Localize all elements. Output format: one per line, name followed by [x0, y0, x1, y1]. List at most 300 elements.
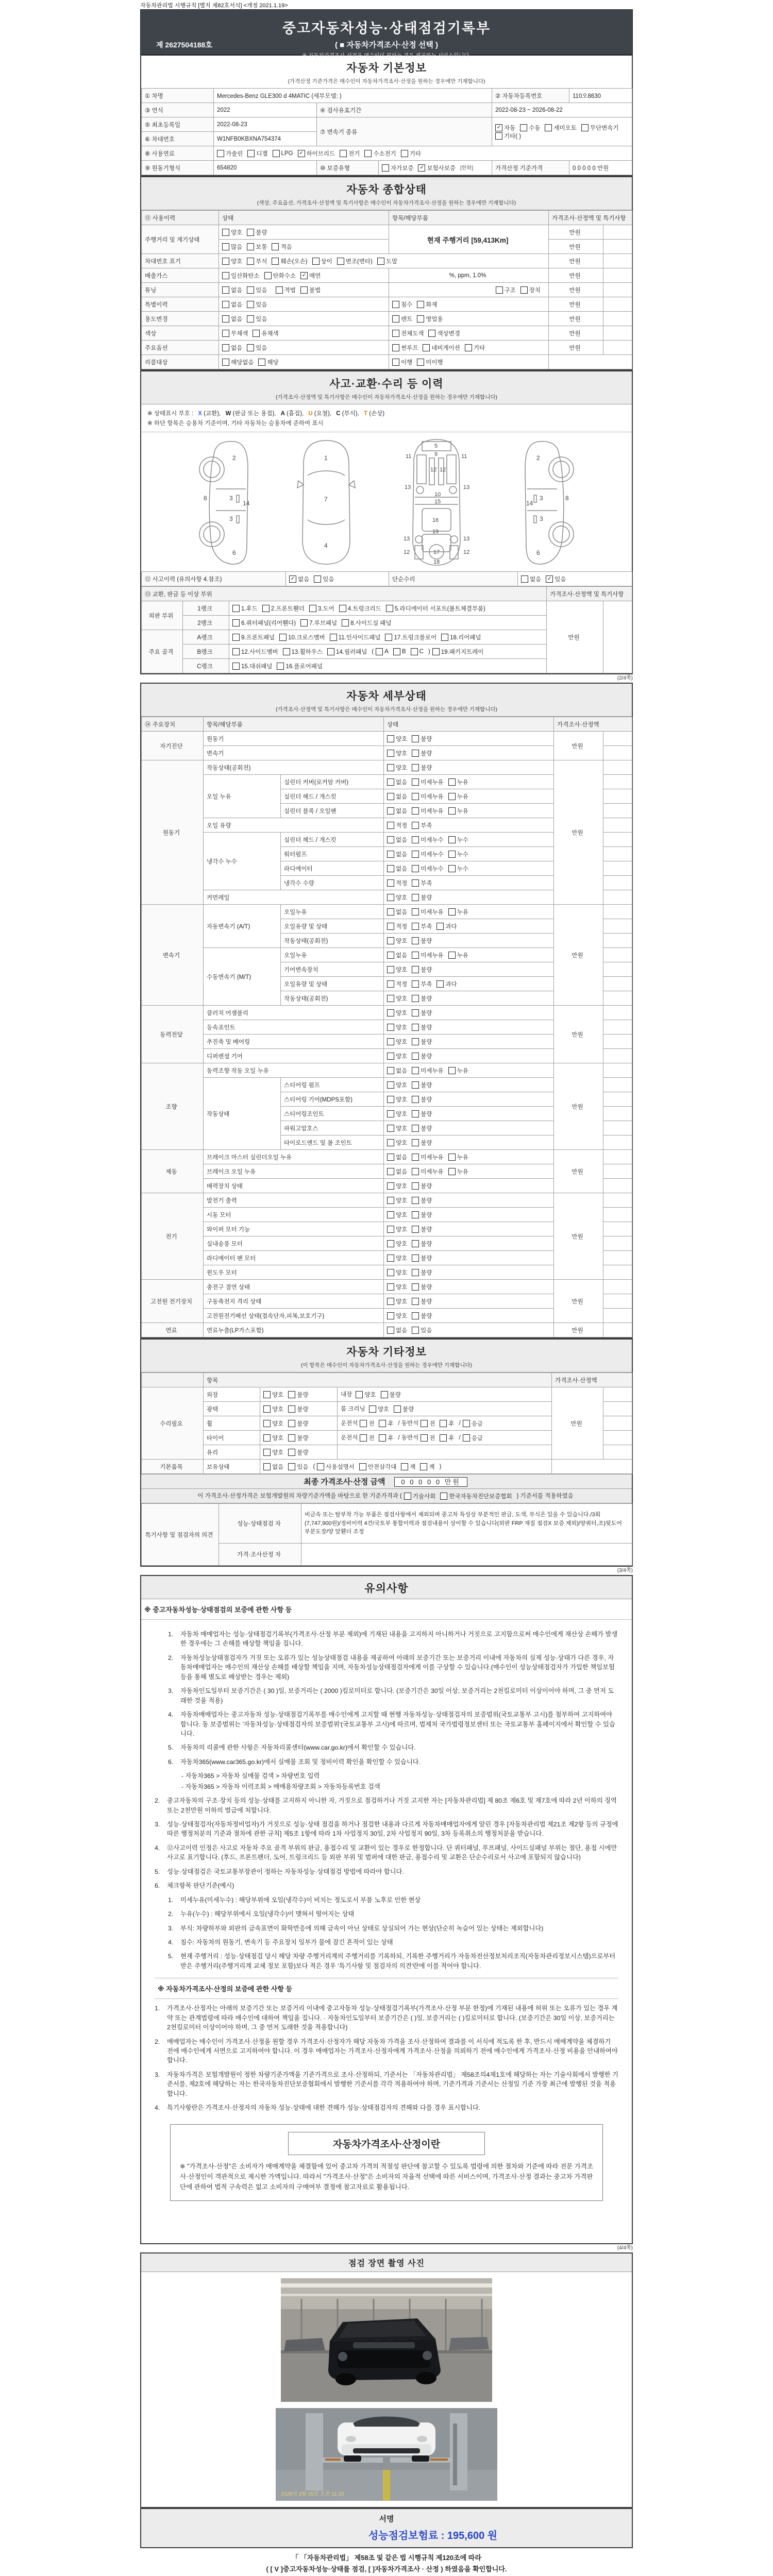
- checkbox-icon[interactable]: [340, 150, 347, 157]
- checkbox-option[interactable]: [379, 1419, 393, 1428]
- checkbox-icon[interactable]: [412, 1182, 419, 1190]
- checkbox-option[interactable]: [436, 922, 457, 930]
- checkbox-icon[interactable]: [520, 124, 527, 131]
- checkbox-option[interactable]: [387, 1124, 407, 1132]
- checkbox-icon[interactable]: [392, 301, 399, 308]
- checkbox-option[interactable]: [412, 1240, 432, 1248]
- checkbox-option[interactable]: [300, 286, 321, 294]
- checkbox-option[interactable]: [404, 1492, 435, 1500]
- checkbox-option[interactable]: [412, 1297, 432, 1306]
- checkbox-icon[interactable]: [312, 258, 320, 265]
- checkbox-option[interactable]: [448, 850, 468, 858]
- checkbox-option[interactable]: [387, 980, 407, 988]
- checkbox-icon[interactable]: [387, 894, 394, 901]
- checkbox-icon[interactable]: [412, 865, 419, 872]
- checkbox-icon[interactable]: [337, 258, 344, 265]
- checkbox-option[interactable]: [581, 124, 619, 132]
- checkbox-icon[interactable]: [412, 1168, 419, 1175]
- checkbox-option[interactable]: [222, 286, 242, 294]
- checkbox-option[interactable]: [392, 358, 412, 366]
- checkbox-option[interactable]: [387, 749, 407, 757]
- checkbox-icon[interactable]: [317, 1463, 324, 1470]
- checkbox-icon[interactable]: [222, 315, 229, 323]
- checkbox-option[interactable]: [247, 315, 267, 323]
- checkbox-option[interactable]: [247, 300, 267, 309]
- checkbox-icon[interactable]: [222, 272, 229, 279]
- checkbox-icon[interactable]: [387, 851, 394, 858]
- checkbox-icon[interactable]: [387, 1024, 394, 1031]
- checkbox-option[interactable]: [277, 662, 323, 670]
- checkbox-option[interactable]: [387, 922, 407, 930]
- checkbox-icon[interactable]: [277, 663, 284, 670]
- checkbox-option[interactable]: [495, 132, 521, 140]
- checkbox-option[interactable]: [412, 1254, 432, 1262]
- checkbox-icon[interactable]: [421, 1420, 428, 1427]
- checkbox-icon[interactable]: [387, 793, 394, 800]
- checkbox-option[interactable]: [412, 1081, 432, 1089]
- checkbox-option[interactable]: [387, 1211, 407, 1219]
- checkbox-option[interactable]: [222, 243, 242, 251]
- checkbox-option[interactable]: [232, 648, 278, 656]
- checkbox-option[interactable]: [392, 344, 418, 352]
- checkbox-option[interactable]: [263, 1419, 283, 1428]
- checkbox-icon[interactable]: [412, 1096, 419, 1103]
- checkbox-icon[interactable]: [314, 575, 321, 583]
- checkbox-option[interactable]: [420, 1463, 434, 1471]
- checkbox-option[interactable]: [247, 228, 267, 236]
- checkbox-icon[interactable]: [412, 1298, 419, 1305]
- checkbox-option[interactable]: [387, 908, 407, 916]
- checkbox-icon[interactable]: [387, 1226, 394, 1233]
- checkbox-option[interactable]: [387, 1153, 407, 1161]
- checkbox-option[interactable]: [417, 300, 437, 309]
- checkbox-icon[interactable]: [412, 1283, 419, 1291]
- checkbox-option[interactable]: [441, 633, 481, 641]
- checkbox-option[interactable]: [448, 792, 468, 801]
- checkbox-option[interactable]: [412, 1009, 432, 1017]
- checkbox-option[interactable]: [381, 1391, 401, 1399]
- checkbox-icon[interactable]: [369, 1405, 376, 1413]
- checkbox-icon[interactable]: [412, 1211, 419, 1218]
- checkbox-icon[interactable]: [376, 648, 383, 655]
- checkbox-option[interactable]: [387, 1081, 407, 1089]
- checkbox-option[interactable]: [423, 344, 460, 352]
- checkbox-icon[interactable]: [412, 851, 419, 858]
- checkbox-icon[interactable]: [288, 1434, 295, 1442]
- checkbox-option[interactable]: [412, 951, 443, 959]
- checkbox-icon[interactable]: [448, 908, 456, 916]
- checkbox-icon[interactable]: [448, 836, 456, 843]
- checkbox-option[interactable]: [412, 778, 443, 786]
- checkbox-option[interactable]: [386, 604, 485, 613]
- checkbox-icon[interactable]: [387, 1312, 394, 1319]
- checkbox-option[interactable]: [253, 329, 278, 337]
- checkbox-icon[interactable]: [387, 1269, 394, 1276]
- checkbox-icon[interactable]: [421, 1434, 428, 1442]
- checkbox-icon[interactable]: [387, 952, 394, 959]
- checkbox-icon[interactable]: [232, 619, 240, 626]
- checkbox-option[interactable]: [412, 994, 432, 1003]
- checkbox-option[interactable]: [412, 1139, 432, 1147]
- checkbox-option[interactable]: [263, 1434, 283, 1442]
- checkbox-option[interactable]: [392, 329, 424, 337]
- checkbox-icon[interactable]: [359, 1463, 366, 1470]
- checkbox-icon[interactable]: [263, 1405, 271, 1413]
- checkbox-option[interactable]: [412, 1052, 432, 1060]
- checkbox-option[interactable]: [418, 164, 456, 172]
- checkbox-icon[interactable]: [385, 634, 392, 641]
- checkbox-option[interactable]: [412, 1225, 432, 1233]
- checkbox-option[interactable]: [232, 619, 296, 627]
- checkbox-icon[interactable]: [387, 1255, 394, 1262]
- checkbox-option[interactable]: [222, 257, 242, 265]
- checkbox-option[interactable]: [247, 286, 267, 294]
- checkbox-icon[interactable]: [448, 793, 456, 800]
- checkbox-icon[interactable]: [393, 648, 400, 655]
- checkbox-icon[interactable]: [412, 1226, 419, 1233]
- checkbox-option[interactable]: [276, 286, 296, 294]
- checkbox-option[interactable]: [273, 150, 293, 157]
- checkbox-icon[interactable]: [412, 750, 419, 757]
- checkbox-option[interactable]: [417, 315, 443, 323]
- checkbox-icon[interactable]: [382, 164, 389, 172]
- checkbox-icon[interactable]: [222, 359, 229, 366]
- checkbox-option[interactable]: [401, 149, 421, 158]
- checkbox-icon[interactable]: [222, 286, 229, 294]
- checkbox-option[interactable]: [463, 1434, 483, 1442]
- checkbox-icon[interactable]: [392, 315, 399, 323]
- checkbox-icon[interactable]: [436, 980, 444, 988]
- checkbox-option[interactable]: [387, 1110, 407, 1118]
- checkbox-icon[interactable]: [300, 619, 308, 626]
- checkbox-option[interactable]: [217, 149, 243, 158]
- checkbox-icon[interactable]: [387, 1110, 394, 1117]
- checkbox-option[interactable]: [272, 257, 307, 265]
- checkbox-option[interactable]: [521, 575, 541, 583]
- checkbox-option[interactable]: [222, 358, 254, 366]
- checkbox-icon[interactable]: [387, 1298, 394, 1305]
- checkbox-option[interactable]: [412, 1023, 432, 1031]
- checkbox-icon[interactable]: [463, 1434, 470, 1442]
- checkbox-icon[interactable]: [247, 286, 254, 294]
- checkbox-option[interactable]: [387, 1326, 407, 1334]
- checkbox-option[interactable]: [387, 994, 407, 1003]
- checkbox-option[interactable]: [387, 1225, 407, 1233]
- checkbox-icon[interactable]: [327, 648, 334, 655]
- checkbox-option[interactable]: [288, 1391, 308, 1399]
- checkbox-icon[interactable]: [222, 229, 229, 236]
- checkbox-icon[interactable]: [412, 778, 419, 786]
- checkbox-icon[interactable]: [412, 1197, 419, 1204]
- checkbox-option[interactable]: [412, 1124, 432, 1132]
- checkbox-icon[interactable]: [272, 243, 279, 250]
- checkbox-option[interactable]: [222, 329, 248, 337]
- checkbox-option[interactable]: [412, 1196, 432, 1205]
- checkbox-option[interactable]: [412, 1167, 443, 1176]
- checkbox-checked-icon[interactable]: ✓: [289, 575, 296, 583]
- checkbox-icon[interactable]: [412, 1240, 419, 1247]
- checkbox-option[interactable]: [298, 149, 335, 158]
- checkbox-icon[interactable]: [387, 1168, 394, 1175]
- checkbox-icon[interactable]: [387, 750, 394, 757]
- checkbox-option[interactable]: [330, 633, 381, 641]
- checkbox-icon[interactable]: [387, 778, 394, 786]
- checkbox-option[interactable]: [412, 1095, 432, 1104]
- checkbox-option[interactable]: [222, 272, 260, 280]
- checkbox-icon[interactable]: [258, 359, 265, 366]
- checkbox-option[interactable]: [288, 1434, 308, 1442]
- checkbox-option[interactable]: [496, 286, 516, 294]
- checkbox-option[interactable]: [448, 1066, 468, 1075]
- checkbox-icon[interactable]: [417, 315, 424, 323]
- checkbox-icon[interactable]: [387, 980, 394, 988]
- checkbox-icon[interactable]: [436, 923, 444, 930]
- checkbox-option[interactable]: [448, 1153, 468, 1161]
- checkbox-option[interactable]: [359, 1463, 397, 1471]
- checkbox-icon[interactable]: [253, 330, 260, 337]
- checkbox-icon[interactable]: [387, 822, 394, 829]
- checkbox-icon[interactable]: [448, 1154, 456, 1161]
- checkbox-option[interactable]: [448, 865, 468, 873]
- checkbox-option[interactable]: [387, 1240, 407, 1248]
- checkbox-icon[interactable]: [387, 1053, 394, 1060]
- checkbox-option[interactable]: [412, 937, 432, 945]
- checkbox-icon[interactable]: [412, 1053, 419, 1060]
- checkbox-icon[interactable]: [273, 150, 280, 157]
- checkbox-icon[interactable]: [412, 735, 419, 742]
- checkbox-option[interactable]: [263, 1448, 283, 1456]
- checkbox-icon[interactable]: [263, 1420, 271, 1427]
- checkbox-icon[interactable]: [387, 908, 394, 916]
- checkbox-icon[interactable]: [401, 1463, 408, 1470]
- checkbox-option[interactable]: [288, 1419, 308, 1428]
- checkbox-icon[interactable]: [412, 1110, 419, 1117]
- checkbox-option[interactable]: [263, 1463, 283, 1471]
- checkbox-icon[interactable]: [387, 937, 394, 944]
- checkbox-option[interactable]: [495, 124, 515, 132]
- checkbox-option[interactable]: [387, 821, 407, 829]
- checkbox-icon[interactable]: [247, 243, 254, 250]
- checkbox-option[interactable]: [258, 358, 278, 366]
- checkbox-option[interactable]: [387, 764, 407, 772]
- checkbox-option[interactable]: [387, 1312, 407, 1320]
- checkbox-option[interactable]: [309, 604, 334, 613]
- checkbox-icon[interactable]: [448, 807, 456, 815]
- checkbox-option[interactable]: [387, 1009, 407, 1017]
- checkbox-icon[interactable]: [288, 1405, 295, 1413]
- checkbox-icon[interactable]: [330, 634, 337, 641]
- checkbox-option[interactable]: [412, 1066, 443, 1075]
- checkbox-icon[interactable]: [387, 879, 394, 887]
- checkbox-option[interactable]: [546, 575, 566, 583]
- checkbox-icon[interactable]: [232, 634, 240, 641]
- checkbox-option[interactable]: [283, 648, 323, 656]
- checkbox-icon[interactable]: [412, 764, 419, 771]
- checkbox-icon[interactable]: [387, 1125, 394, 1132]
- checkbox-icon[interactable]: [412, 793, 419, 800]
- checkbox-icon[interactable]: [440, 1434, 447, 1442]
- checkbox-option[interactable]: [387, 1268, 407, 1277]
- checkbox-icon[interactable]: [412, 1327, 419, 1334]
- checkbox-option[interactable]: [417, 358, 443, 366]
- checkbox-icon[interactable]: [423, 344, 430, 351]
- checkbox-icon[interactable]: [262, 605, 270, 612]
- checkbox-option[interactable]: [342, 619, 391, 627]
- checkbox-icon[interactable]: [448, 1168, 456, 1175]
- checkbox-option[interactable]: [520, 286, 541, 294]
- checkbox-option[interactable]: [387, 1167, 407, 1176]
- checkbox-option[interactable]: [387, 879, 407, 887]
- checkbox-icon[interactable]: [412, 1067, 419, 1074]
- checkbox-icon[interactable]: [387, 1211, 394, 1218]
- checkbox-option[interactable]: [412, 980, 432, 988]
- checkbox-icon[interactable]: [412, 879, 419, 887]
- checkbox-option[interactable]: [412, 807, 443, 815]
- checkbox-option[interactable]: [387, 1095, 407, 1104]
- checkbox-icon[interactable]: [247, 229, 254, 236]
- checkbox-option[interactable]: [411, 648, 424, 655]
- checkbox-option[interactable]: [387, 893, 407, 902]
- checkbox-option[interactable]: [421, 1434, 435, 1442]
- checkbox-option[interactable]: [545, 124, 576, 132]
- checkbox-option[interactable]: [387, 807, 407, 815]
- checkbox-icon[interactable]: [263, 1434, 271, 1442]
- checkbox-icon[interactable]: [412, 1024, 419, 1031]
- checkbox-option[interactable]: [421, 1419, 435, 1428]
- checkbox-option[interactable]: [387, 951, 407, 959]
- checkbox-icon[interactable]: [412, 1154, 419, 1161]
- checkbox-option[interactable]: [387, 937, 407, 945]
- checkbox-option[interactable]: [387, 1297, 407, 1306]
- checkbox-icon[interactable]: [387, 1009, 394, 1016]
- checkbox-option[interactable]: [300, 619, 337, 627]
- checkbox-option[interactable]: [314, 575, 334, 583]
- checkbox-option[interactable]: [392, 300, 412, 309]
- checkbox-option[interactable]: [264, 272, 296, 280]
- checkbox-icon[interactable]: [387, 1081, 394, 1089]
- checkbox-option[interactable]: [262, 604, 305, 613]
- checkbox-icon[interactable]: [222, 330, 229, 337]
- checkbox-icon[interactable]: [222, 344, 229, 351]
- checkbox-icon[interactable]: [387, 1067, 394, 1074]
- checkbox-option[interactable]: [387, 1066, 407, 1075]
- checkbox-option[interactable]: [385, 633, 436, 641]
- checkbox-option[interactable]: [288, 1448, 308, 1456]
- checkbox-option[interactable]: [412, 749, 432, 757]
- checkbox-option[interactable]: [387, 1254, 407, 1262]
- checkbox-checked-icon[interactable]: ✓: [418, 164, 425, 172]
- checkbox-option[interactable]: [412, 1038, 432, 1046]
- checkbox-icon[interactable]: [387, 1038, 394, 1045]
- checkbox-option[interactable]: [412, 879, 432, 887]
- checkbox-option[interactable]: [387, 1283, 407, 1291]
- checkbox-icon[interactable]: [387, 1139, 394, 1146]
- checkbox-icon[interactable]: [263, 1391, 271, 1398]
- checkbox-icon[interactable]: [412, 807, 419, 815]
- checkbox-checked-icon[interactable]: ✓: [300, 272, 308, 279]
- checkbox-option[interactable]: [247, 344, 267, 352]
- checkbox-option[interactable]: [327, 648, 367, 656]
- checkbox-icon[interactable]: [392, 359, 399, 366]
- checkbox-icon[interactable]: [247, 315, 254, 323]
- checkbox-icon[interactable]: [448, 1067, 456, 1074]
- checkbox-icon[interactable]: [386, 605, 393, 612]
- checkbox-option[interactable]: [412, 764, 432, 772]
- checkbox-option[interactable]: [412, 922, 432, 930]
- checkbox-option[interactable]: [300, 272, 321, 280]
- checkbox-icon[interactable]: [283, 648, 290, 655]
- checkbox-option[interactable]: [412, 893, 432, 902]
- checkbox-option[interactable]: [448, 1167, 468, 1176]
- checkbox-icon[interactable]: [263, 1449, 271, 1456]
- checkbox-option[interactable]: [412, 865, 443, 873]
- checkbox-option[interactable]: [412, 850, 443, 858]
- checkbox-option[interactable]: [247, 257, 267, 265]
- checkbox-option[interactable]: [222, 228, 242, 236]
- checkbox-option[interactable]: [392, 315, 412, 323]
- checkbox-option[interactable]: [440, 1419, 454, 1428]
- checkbox-option[interactable]: [448, 951, 468, 959]
- checkbox-icon[interactable]: [387, 1240, 394, 1247]
- checkbox-icon[interactable]: [394, 1405, 401, 1413]
- checkbox-option[interactable]: [340, 149, 360, 158]
- checkbox-icon[interactable]: [465, 344, 472, 351]
- checkbox-icon[interactable]: [521, 575, 528, 583]
- checkbox-icon[interactable]: [387, 966, 394, 973]
- checkbox-icon[interactable]: [441, 634, 448, 641]
- checkbox-option[interactable]: [412, 1283, 432, 1291]
- checkbox-icon[interactable]: [411, 648, 418, 655]
- checkbox-icon[interactable]: [276, 286, 283, 294]
- checkbox-icon[interactable]: [412, 1081, 419, 1089]
- checkbox-icon[interactable]: [387, 1096, 394, 1103]
- checkbox-icon[interactable]: [448, 851, 456, 858]
- checkbox-option[interactable]: [440, 1434, 454, 1442]
- checkbox-option[interactable]: [379, 1434, 393, 1442]
- checkbox-icon[interactable]: [309, 605, 316, 612]
- checkbox-icon[interactable]: [342, 619, 349, 626]
- checkbox-icon[interactable]: [440, 1493, 447, 1500]
- checkbox-icon[interactable]: [387, 995, 394, 1002]
- checkbox-icon[interactable]: [339, 605, 346, 612]
- checkbox-option[interactable]: [440, 1492, 512, 1500]
- checkbox-icon[interactable]: [222, 258, 229, 265]
- checkbox-icon[interactable]: [222, 243, 229, 250]
- checkbox-icon[interactable]: [412, 1139, 419, 1146]
- checkbox-icon[interactable]: [247, 344, 254, 351]
- checkbox-option[interactable]: [247, 243, 267, 251]
- checkbox-icon[interactable]: [263, 1463, 271, 1470]
- checkbox-option[interactable]: [387, 865, 407, 873]
- checkbox-option[interactable]: [387, 792, 407, 801]
- checkbox-option[interactable]: [448, 908, 468, 916]
- checkbox-icon[interactable]: [387, 1327, 394, 1334]
- checkbox-option[interactable]: [289, 575, 309, 583]
- checkbox-option[interactable]: [412, 1211, 432, 1219]
- checkbox-icon[interactable]: [417, 359, 424, 366]
- checkbox-icon[interactable]: [356, 1391, 363, 1398]
- checkbox-icon[interactable]: [288, 1463, 295, 1470]
- checkbox-option[interactable]: [232, 633, 275, 641]
- checkbox-option[interactable]: [412, 1312, 432, 1320]
- checkbox-icon[interactable]: [247, 258, 254, 265]
- checkbox-icon[interactable]: [381, 1391, 388, 1398]
- checkbox-option[interactable]: [412, 908, 443, 916]
- checkbox-option[interactable]: [387, 1038, 407, 1046]
- checkbox-icon[interactable]: [412, 822, 419, 829]
- checkbox-icon[interactable]: [387, 1197, 394, 1204]
- checkbox-icon[interactable]: [392, 330, 399, 337]
